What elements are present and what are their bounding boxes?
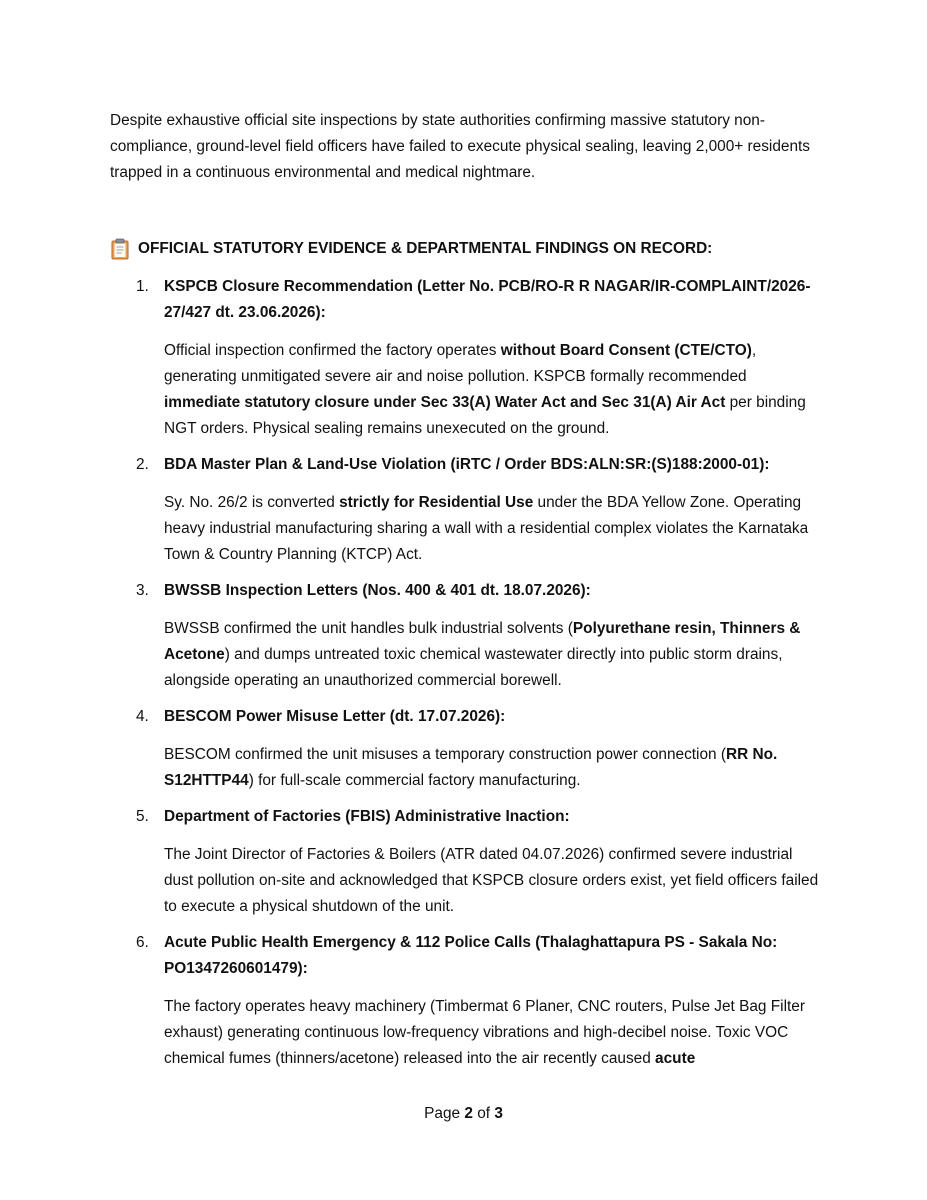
item-number: 5. [136,808,149,825]
evidence-list [110,274,830,1082]
item-title: KSPCB Closure Recommendation (Letter No. PCB/RO-R R NAGAR/IR-COMPLAINT/2026-27/427 dt. 23.06.2026): [164,278,811,321]
list-item [110,578,830,694]
clipboard-icon [110,238,130,260]
page-current: 2 [464,1105,473,1122]
item-number: 4. [136,708,149,725]
item-body: Official inspection confirmed the factory operates without Board Consent (CTE/CTO), generating unmitigated severe air and noise pollution. KSPCB formally recommended immediate statutory closure under Sec 33(A) Water Act and Sec 31(A) Air Act per binding NGT orders. Physical sealing remains unexecuted on the ground. [164,342,806,437]
item-body: The Joint Director of Factories & Boilers (ATR dated 04.07.2026) confirmed severe industrial dust pollution on-site and acknowledged that KSPCB closure orders exist, yet field officers failed to execute a physical shutdown of the unit. [164,846,819,915]
section-heading [110,236,830,262]
item-body: Sy. No. 26/2 is converted strictly for Residential Use under the BDA Yellow Zone. Operating heavy industrial manufacturing sharing a wall with a residential complex violates the Karnataka Town & Country Planning (KTCP) Act. [164,494,809,563]
item-body: BWSSB confirmed the unit handles bulk industrial solvents (Polyurethane resin, Thinners & Acetone) and dumps untreated toxic chemical wastewater directly into public storm drains, alongside operating an unauthorized commercial borewell. [164,620,801,689]
item-body: The factory operates heavy machinery (Timbermat 6 Planer, CNC routers, Pulse Jet Bag Filter exhaust) generating continuous low-frequency vibrations and high-decibel noise. Toxic VOC chemical fumes (thinners/acetone) released into the air recently caused acute [164,998,805,1067]
item-number: 1. [136,278,149,295]
page-footer [0,1101,927,1127]
list-item [110,804,830,920]
item-title: Department of Factories (FBIS) Administrative Inaction: [164,808,570,825]
item-title: BESCOM Power Misuse Letter (dt. 17.07.2026): [164,708,506,725]
section-heading-text: OFFICIAL STATUTORY EVIDENCE & DEPARTMENTAL FINDINGS ON RECORD: [138,240,713,257]
item-body: BESCOM confirmed the unit misuses a temporary construction power connection (RR No. S12HTTP44) for full-scale commercial factory manufacturing. [164,746,778,789]
page-total: 3 [494,1105,503,1122]
page-label: Page [424,1105,465,1122]
item-number: 3. [136,582,149,599]
list-item [110,930,830,1072]
item-number: 6. [136,934,149,951]
item-number: 2. [136,456,149,473]
list-item [110,452,830,568]
page-of: of [472,1105,495,1122]
list-item [110,704,830,794]
list-item [110,274,830,442]
intro-paragraph: Despite exhaustive official site inspections by state authorities confirming massive statutory non-compliance, ground-level field officers have failed to execute physical sealing, leaving 2,000+ residents trapped in a continuous environmental and medical nightmare. [110,112,810,181]
item-title: Acute Public Health Emergency & 112 Police Calls (Thalaghattapura PS - Sakala No: PO1347260601479): [164,934,778,977]
item-title: BWSSB Inspection Letters (Nos. 400 & 401 dt. 18.07.2026): [164,582,591,599]
item-title: BDA Master Plan & Land-Use Violation (iRTC / Order BDS:ALN:SR:(S)188:2000-01): [164,456,770,473]
